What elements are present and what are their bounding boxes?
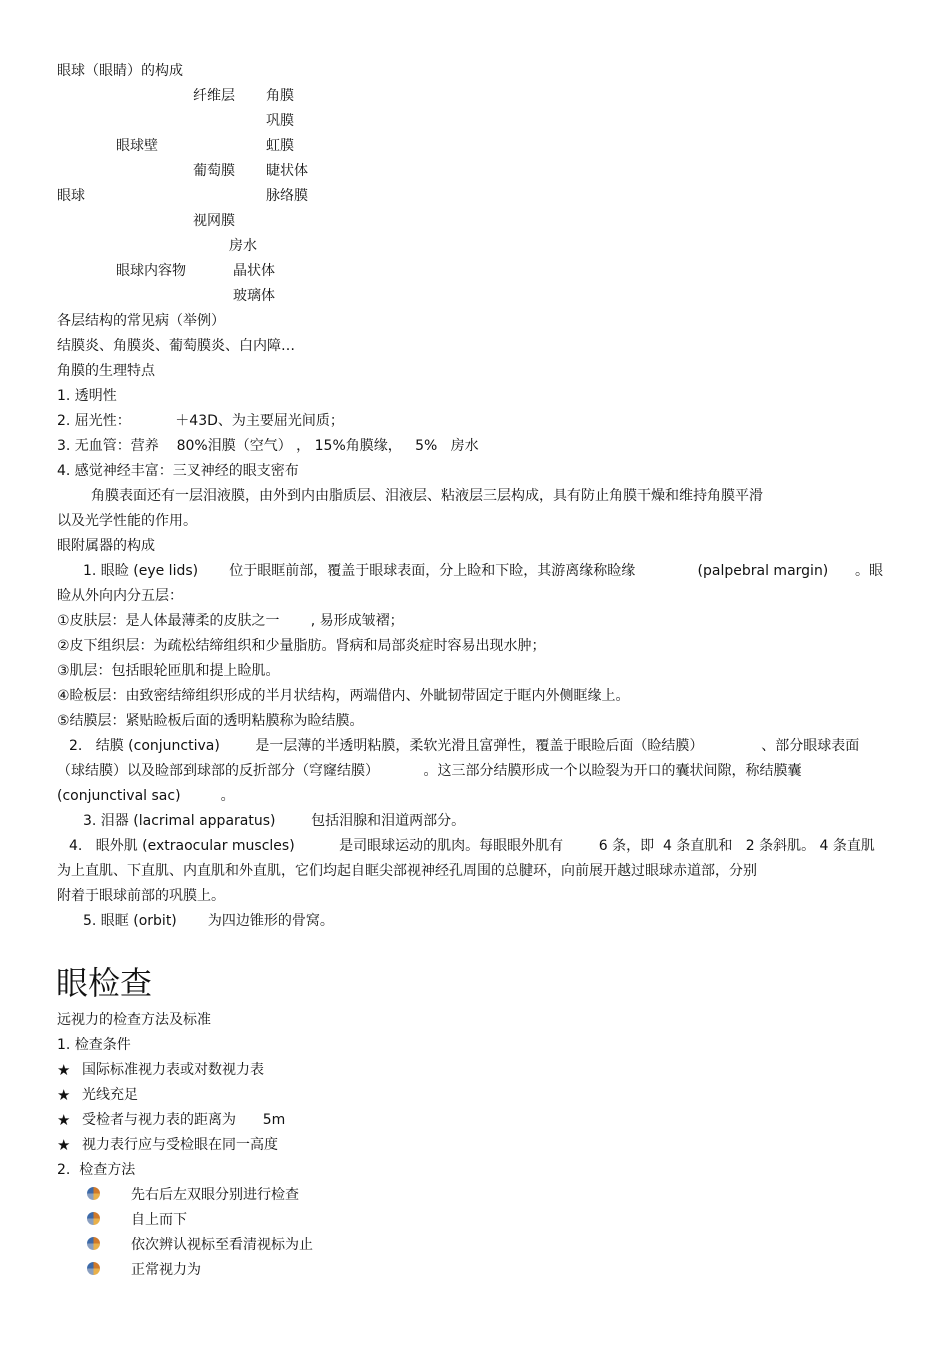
ball-bullet-icon: [87, 1237, 100, 1250]
cornea-phys-item: 1. 透明性: [57, 388, 117, 404]
conditions-heading: 1. 检查条件: [57, 1037, 131, 1053]
diseases-text: 结膜炎、角膜炎、葡萄膜炎、白内障…: [57, 338, 295, 354]
exam-title: 眼检查: [56, 964, 153, 1002]
eyelid-layer: ④睑板层：由致密结缔组织形成的半月状结构，两端借内、外眦韧带固定于眶内外侧眶缘上。: [57, 688, 630, 704]
conjunctiva-line-2: （球结膜）以及睑部到球部的反折部分（穹窿结膜） 。这三部分结膜形成一个以睑裂为开口的囊状间隙，称结膜囊: [57, 763, 802, 779]
eyelid-line-1: 1. 眼睑 (eye lids) 位于眼眶前部，覆盖于眼球表面，分上睑和下睑，其游离缘称睑缘 (palpebral margin) 。眼: [83, 563, 883, 579]
condition-item: 视力表行应与受检眼在同一高度: [82, 1137, 278, 1153]
tree-heading: 眼球（眼睛）的构成: [57, 63, 183, 79]
extraocular-line-3: 附着于眼球前部的巩膜上。: [57, 888, 225, 904]
conjunctiva-line-1: 2. 结膜 (conjunctiva) 是一层薄的半透明粘膜，柔软光滑且富弹性，覆盖于眼睑后面（睑结膜） 、部分眼球表面: [69, 738, 860, 754]
tree-cornea: 角膜: [266, 88, 294, 104]
eyelid-layer: ⑤结膜层：紧贴睑板后面的透明粘膜称为睑结膜。: [57, 713, 364, 729]
eyelid-line-2: 睑从外向内分五层：: [57, 588, 183, 604]
tree-lens: 晶状体: [233, 263, 275, 279]
cornea-phys-item: 2. 屈光性： ＋43D、为主要屈光间质；: [57, 413, 344, 429]
diseases-heading: 各层结构的常见病（举例）: [57, 313, 225, 329]
tree-retina: 视网膜: [193, 213, 235, 229]
eyelid-layer: ③肌层：包括眼轮匝肌和提上睑肌。: [57, 663, 280, 679]
ball-bullet-icon: [87, 1262, 100, 1275]
method-item: 依次辨认视标至看清视标为止: [131, 1237, 313, 1253]
star-bullet-icon: ★: [57, 1061, 71, 1079]
tree-vitreous: 玻璃体: [233, 288, 275, 304]
tree-fibrous-layer: 纤维层: [193, 88, 235, 104]
lacrimal-line: 3. 泪器 (lacrimal apparatus) 包括泪腺和泪道两部分。: [83, 813, 466, 829]
exam-subheading: 远视力的检查方法及标准: [57, 1012, 211, 1028]
tree-eyeball-wall: 眼球壁: [116, 138, 158, 154]
tree-sclera: 巩膜: [266, 113, 294, 129]
extraocular-line-2: 为上直肌、下直肌、内直肌和外直肌，它们均起自眶尖部视神经孔周围的总腱环，向前展开越过眼球赤道部，分别: [57, 863, 757, 879]
tree-eyeball-root: 眼球: [57, 188, 85, 204]
extraocular-line-1: 4. 眼外肌 (extraocular muscles) 是司眼球运动的肌肉。每眼眼外肌有 6 条，即 4 条直肌和 2 条斜肌。 4 条直肌: [69, 838, 875, 854]
tree-uvea: 葡萄膜: [193, 163, 235, 179]
ball-bullet-icon: [87, 1187, 100, 1200]
orbit-line: 5. 眼眶 (orbit) 为四边锥形的骨窝。: [83, 913, 334, 929]
tree-eyeball-contents: 眼球内容物: [116, 263, 186, 279]
tree-iris: 虹膜: [266, 138, 294, 154]
star-bullet-icon: ★: [57, 1086, 71, 1104]
cornea-phys-item: 4. 感觉神经丰富：三叉神经的眼支密布: [57, 463, 299, 479]
cornea-phys-heading: 角膜的生理特点: [57, 363, 155, 379]
cornea-phys-item: 3. 无血管：营养 80%泪膜（空气） ， 15%角膜缘， 5% 房水: [57, 438, 479, 454]
condition-item: 受检者与视力表的距离为 5m: [82, 1112, 286, 1128]
condition-item: 国际标准视力表或对数视力表: [82, 1062, 264, 1078]
eyelid-layer: ②皮下组织层：为疏松结缔组织和少量脂肪。肾病和局部炎症时容易出现水肿；: [57, 638, 546, 654]
tree-choroid: 脉络膜: [266, 188, 308, 204]
ball-bullet-icon: [87, 1212, 100, 1225]
method-item: 正常视力为: [131, 1262, 201, 1278]
eyelid-layer: ①皮肤层：是人体最薄柔的皮肤之一 , 易形成皱褶；: [57, 613, 404, 629]
condition-item: 光线充足: [82, 1087, 138, 1103]
tear-film-line-2: 以及光学性能的作用。: [57, 513, 197, 529]
method-item: 先右后左双眼分别进行检查: [131, 1187, 299, 1203]
conjunctiva-line-3: (conjunctival sac) 。: [57, 788, 235, 804]
tree-ciliary-body: 睫状体: [266, 163, 308, 179]
method-heading: 2. 检查方法: [57, 1162, 136, 1178]
star-bullet-icon: ★: [57, 1111, 71, 1129]
method-item: 自上而下: [131, 1212, 187, 1228]
star-bullet-icon: ★: [57, 1136, 71, 1154]
tree-aqueous-humor: 房水: [229, 238, 257, 254]
tear-film-line-1: 角膜表面还有一层泪液膜，由外到内由脂质层、泪液层、粘液层三层构成，具有防止角膜干燥和维持角膜平滑: [91, 488, 763, 504]
adnexa-heading: 眼附属器的构成: [57, 538, 155, 554]
